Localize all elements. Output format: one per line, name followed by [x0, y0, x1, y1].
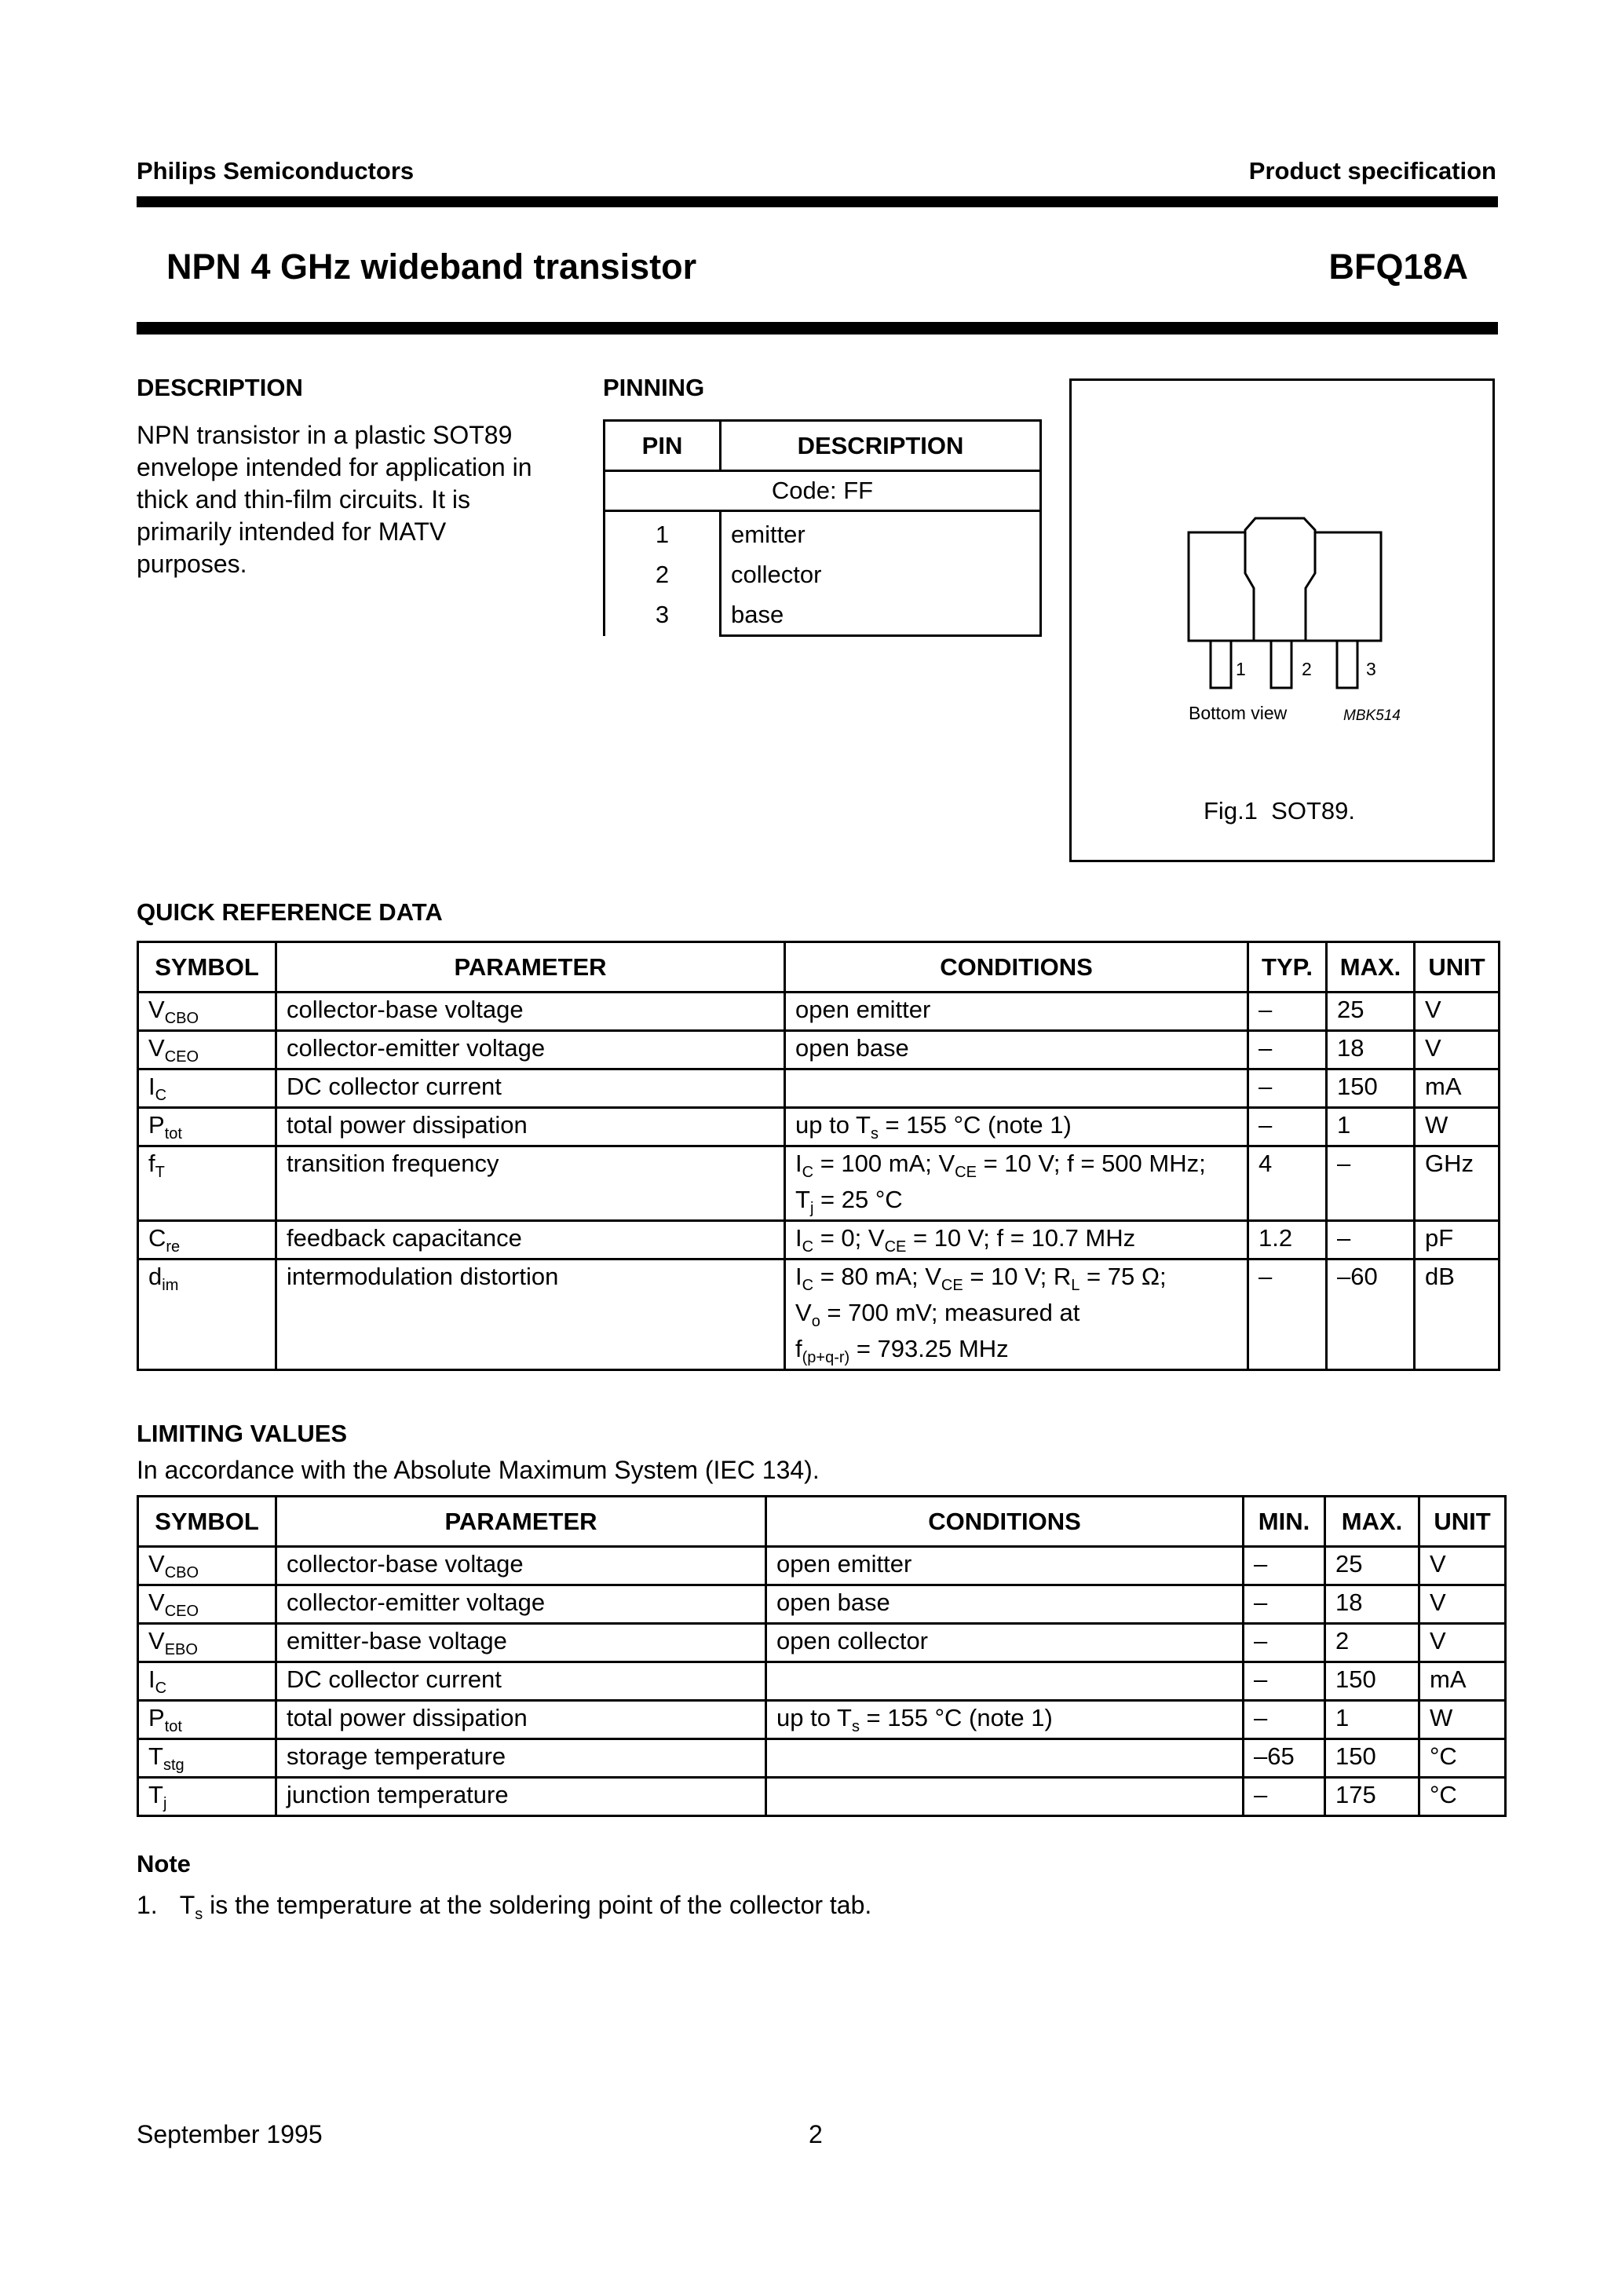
max-cell: 1 [1327, 1108, 1415, 1146]
typ-cell: – [1248, 1108, 1327, 1146]
pin-label: 2 [1302, 659, 1312, 679]
parameter-cell: total power dissipation [276, 1108, 785, 1146]
typ-cell: – [1248, 1031, 1327, 1069]
description-text [137, 419, 576, 580]
min-cell: – [1244, 1547, 1325, 1585]
pin-label: 3 [1366, 659, 1376, 679]
description-line: NPN transistor in a plastic SOT89 [137, 421, 513, 449]
table-row [138, 993, 1500, 1031]
product-title: NPN 4 GHz wideband transistor [166, 247, 697, 287]
table-row [138, 1739, 1506, 1778]
header-rule [137, 196, 1498, 207]
pin-label: 1 [1236, 659, 1246, 679]
unit-cell: pF [1415, 1221, 1500, 1260]
min-cell: – [1244, 1585, 1325, 1624]
symbol-cell: $I_C$ [138, 1069, 276, 1108]
parameter-cell: intermodulation distortion [276, 1260, 785, 1370]
note-number: 1. [137, 1891, 158, 1919]
typ-cell: 4 [1248, 1146, 1327, 1221]
note-text: 1. $T_s$ is the temperature at the soldering point of the collector tab. [137, 1891, 872, 1923]
typ-cell: – [1248, 993, 1327, 1031]
unit-cell: W [1415, 1108, 1500, 1146]
table-header-row [605, 421, 1041, 471]
unit-cell: °C [1419, 1778, 1506, 1816]
parameter-cell: transition frequency [276, 1146, 785, 1221]
limiting-subtitle: In accordance with the Absolute Maximum System (IEC 134). [137, 1456, 820, 1484]
symbol-cell: $V_{CBO}$ [138, 1547, 276, 1585]
conditions-cell: open base [785, 1031, 1248, 1069]
max-cell: – [1327, 1146, 1415, 1221]
symbol-cell: $V_{EBO}$ [138, 1624, 276, 1662]
pin-description: collector [731, 561, 822, 588]
col-header: MIN. [1244, 1497, 1325, 1547]
max-cell: 18 [1325, 1585, 1419, 1624]
description-line: thick and thin-film circuits. It is [137, 485, 470, 514]
parameter-cell: collector-base voltage [276, 993, 785, 1031]
table-row [138, 1701, 1506, 1739]
conditions-cell: $I_C = 0$; $V_{CE} = 10$ V; f = 10.7 MHz [785, 1221, 1248, 1260]
table-header-row [138, 942, 1500, 993]
symbol-cell: $d_{im}$ [138, 1260, 276, 1370]
conditions-cell: open emitter [785, 993, 1248, 1031]
table-row [138, 1221, 1500, 1260]
col-header: CONDITIONS [766, 1497, 1244, 1547]
symbol-cell: $I_C$ [138, 1662, 276, 1701]
figure-frame [1069, 378, 1495, 862]
col-header: UNIT [1415, 942, 1500, 993]
unit-cell: GHz [1415, 1146, 1500, 1221]
lead-1 [1211, 641, 1231, 688]
description-heading: DESCRIPTION [137, 374, 303, 401]
pin-number: 1 [655, 521, 670, 548]
parameter-cell: collector-emitter voltage [276, 1031, 785, 1069]
unit-cell: mA [1415, 1069, 1500, 1108]
pin-number: 3 [655, 601, 670, 628]
col-header: PARAMETER [276, 942, 785, 993]
col-header: SYMBOL [138, 942, 276, 993]
lead-2 [1271, 641, 1291, 688]
col-header: PIN [605, 421, 721, 471]
parameter-cell: junction temperature [276, 1778, 766, 1816]
unit-cell: mA [1419, 1662, 1506, 1701]
conditions-cell: open base [766, 1585, 1244, 1624]
figure-caption [1204, 797, 1355, 825]
parameter-cell: DC collector current [276, 1069, 785, 1108]
table-row [138, 1108, 1500, 1146]
parameter-cell: DC collector current [276, 1662, 766, 1701]
max-cell: 150 [1327, 1069, 1415, 1108]
parameter-cell: emitter-base voltage [276, 1624, 766, 1662]
unit-cell: V [1419, 1547, 1506, 1585]
min-cell: – [1244, 1662, 1325, 1701]
symbol-cell: $P_{tot}$ [138, 1108, 276, 1146]
symbol-cell: $V_{CEO}$ [138, 1031, 276, 1069]
col-header: PARAMETER [276, 1497, 766, 1547]
min-cell: – [1244, 1624, 1325, 1662]
col-header: TYP. [1248, 942, 1327, 993]
limiting-heading: LIMITING VALUES [137, 1420, 348, 1447]
min-cell: – [1244, 1778, 1325, 1816]
conditions-cell [785, 1069, 1248, 1108]
max-cell: – [1327, 1221, 1415, 1260]
min-cell: – [1244, 1701, 1325, 1739]
pinning-heading: PINNING [603, 374, 705, 401]
conditions-cell [766, 1662, 1244, 1701]
footer-date: September 1995 [137, 2120, 323, 2148]
unit-cell: W [1419, 1701, 1506, 1739]
figure-caption-text: SOT89. [1271, 797, 1355, 824]
col-header: SYMBOL [138, 1497, 276, 1547]
collector-tab [1245, 518, 1315, 641]
symbol-cell: $C_{re}$ [138, 1221, 276, 1260]
conditions-cell: up to $T_s = 155$ °C (note 1) [766, 1701, 1244, 1739]
conditions-cell [766, 1739, 1244, 1778]
unit-cell: V [1419, 1624, 1506, 1662]
pin-description: emitter [731, 521, 806, 548]
unit-cell: V [1419, 1585, 1506, 1624]
quick-ref-table [137, 941, 1500, 1371]
table-row [138, 1778, 1506, 1816]
max-cell: 25 [1327, 993, 1415, 1031]
conditions-cell [766, 1778, 1244, 1816]
figure-code: MBK514 [1343, 707, 1401, 724]
figure-number: Fig.1 [1204, 797, 1258, 824]
col-header: DESCRIPTION [721, 421, 1041, 471]
part-number: BFQ18A [1328, 247, 1468, 287]
typ-cell: – [1248, 1260, 1327, 1370]
parameter-cell: total power dissipation [276, 1701, 766, 1739]
view-label: Bottom view [1189, 703, 1288, 723]
doc-type: Product specification [1248, 157, 1496, 185]
quick-ref-heading: QUICK REFERENCE DATA [137, 898, 443, 926]
conditions-cell: $I_C = 100$ mA; $V_{CE} = 10$ V; f = 500 MHz; $T_j = 25$ °C [785, 1146, 1248, 1221]
symbol-cell: $P_{tot}$ [138, 1701, 276, 1739]
unit-cell: V [1415, 1031, 1500, 1069]
conditions-cell: open collector [766, 1624, 1244, 1662]
parameter-cell: feedback capacitance [276, 1221, 785, 1260]
min-cell: –65 [1244, 1739, 1325, 1778]
note-heading: Note [137, 1850, 191, 1877]
typ-cell: 1.2 [1248, 1221, 1327, 1260]
pin-number: 2 [655, 561, 670, 588]
description-line: envelope intended for application in [137, 453, 532, 481]
max-cell: –60 [1327, 1260, 1415, 1370]
table-row [605, 511, 1041, 636]
sot89-package-diagram [1072, 381, 1492, 860]
symbol-cell: $V_{CEO}$ [138, 1585, 276, 1624]
table-header-row [138, 1497, 1506, 1547]
unit-cell: V [1415, 993, 1500, 1031]
typ-cell: – [1248, 1069, 1327, 1108]
conditions-cell: up to $T_s = 155$ °C (note 1) [785, 1108, 1248, 1146]
pin-description: base [731, 601, 784, 628]
symbol-cell: $V_{CBO}$ [138, 993, 276, 1031]
limiting-values-table [137, 1495, 1507, 1817]
company-name: Philips Semiconductors [137, 157, 415, 185]
pin-code: Code: FF [605, 471, 1041, 511]
title-rule [137, 322, 1498, 335]
description-line: purposes. [137, 550, 247, 578]
lead-3 [1337, 641, 1357, 688]
table-row [138, 1547, 1506, 1585]
conditions-cell: open emitter [766, 1547, 1244, 1585]
unit-cell: °C [1419, 1739, 1506, 1778]
max-cell: 175 [1325, 1778, 1419, 1816]
conditions-cell: $I_C = 80$ mA; $V_{CE} = 10$ V; $R_L = 75$ Ω; $V_o = 700$ mV; measured at $f_{(p+q-r)} = 793.25$ MHz [785, 1260, 1248, 1370]
max-cell: 2 [1325, 1624, 1419, 1662]
col-header: CONDITIONS [785, 942, 1248, 993]
table-row [138, 1662, 1506, 1701]
parameter-cell: collector-base voltage [276, 1547, 766, 1585]
pinning-table [603, 419, 1042, 637]
max-cell: 18 [1327, 1031, 1415, 1069]
table-row [138, 1031, 1500, 1069]
table-row [605, 471, 1041, 511]
table-row [138, 1146, 1500, 1221]
parameter-cell: storage temperature [276, 1739, 766, 1778]
symbol-cell: $T_j$ [138, 1778, 276, 1816]
table-row [138, 1585, 1506, 1624]
table-row [138, 1624, 1506, 1662]
symbol-cell: $T_{stg}$ [138, 1739, 276, 1778]
parameter-cell: collector-emitter voltage [276, 1585, 766, 1624]
page-number: 2 [809, 2120, 823, 2148]
col-header: UNIT [1419, 1497, 1506, 1547]
max-cell: 1 [1325, 1701, 1419, 1739]
max-cell: 25 [1325, 1547, 1419, 1585]
col-header: MAX. [1325, 1497, 1419, 1547]
table-row [138, 1069, 1500, 1108]
max-cell: 150 [1325, 1662, 1419, 1701]
table-row [138, 1260, 1500, 1370]
unit-cell: dB [1415, 1260, 1500, 1370]
symbol-cell: $f_T$ [138, 1146, 276, 1221]
max-cell: 150 [1325, 1739, 1419, 1778]
description-line: primarily intended for MATV [137, 517, 447, 546]
col-header: MAX. [1327, 942, 1415, 993]
